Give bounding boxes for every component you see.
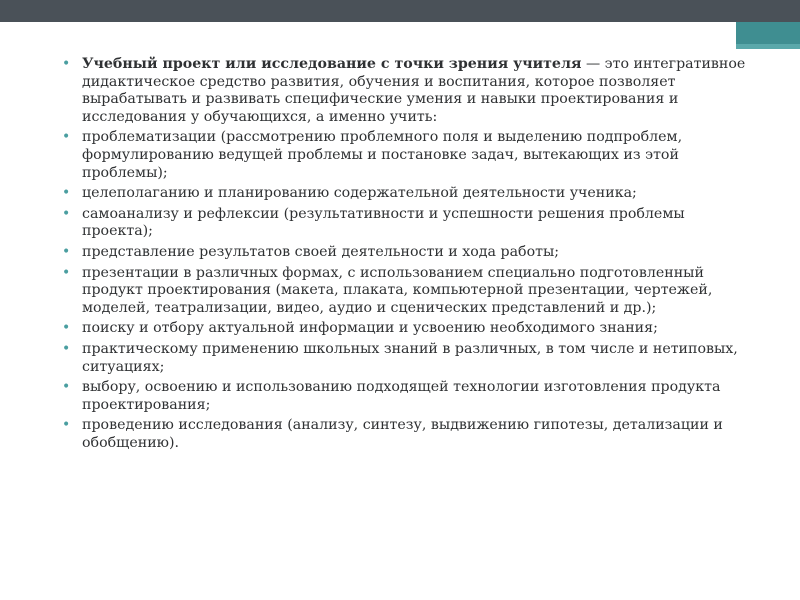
- intro-bold: Учебный проект или исследование с точки зрения учителя: [82, 56, 582, 72]
- list-item: [62, 379, 752, 414]
- bullet-icon: •: [62, 205, 71, 222]
- list-item: [62, 206, 752, 241]
- bullet-icon: •: [62, 417, 71, 434]
- intro-text: — это интегративное дидактическое средство развития, обучения и воспитания, которое позволяет вырабатывать и развивать специфические умения и навыки проектирования и исследования у обучающихся, а именно учить:: [82, 56, 746, 125]
- intro-item: [62, 56, 752, 126]
- list-item: [62, 185, 752, 203]
- list-item-text: презентации в различных формах, с использованием специально подготовленный продукт проектирования (макета, плаката, компьютерной презентации, чертежей, моделей, театрализации, видео, аудио и сценических представлений и др.);: [82, 264, 713, 316]
- list-item-text: целеполаганию и планированию содержательной деятельности ученика;: [82, 185, 637, 202]
- top-bar: [0, 0, 800, 22]
- list-item: [62, 341, 752, 376]
- bullet-icon: •: [62, 264, 71, 281]
- bullet-list: [62, 56, 752, 452]
- list-item: [62, 417, 752, 452]
- list-item-text: поиску и отбору актуальной информации и усвоению необходимого знания;: [82, 320, 658, 337]
- bullet-icon: •: [62, 340, 71, 357]
- bullet-icon: •: [62, 129, 71, 146]
- list-item-text: представление результатов своей деятельности и хода работы;: [82, 243, 560, 260]
- bullet-icon: •: [62, 379, 71, 396]
- bullet-icon: •: [62, 243, 71, 260]
- bullet-icon: •: [62, 185, 71, 202]
- list-item-text: проблематизации (рассмотрению проблемного поля и выделению подпроблем, формулированию ведущей проблемы и постановке задач, вытекающих из этой проблемы);: [82, 129, 683, 181]
- bullet-icon: •: [62, 56, 71, 72]
- list-item-text: самоанализу и рефлексии (результативности и успешности решения проблемы проекта);: [82, 205, 685, 240]
- list-item-text: практическому применению школьных знаний в различных, в том числе и нетиповых, ситуациях;: [82, 340, 738, 375]
- list-item-text: выбору, освоению и использованию подходящей технологии изготовления продукта проектирования;: [82, 379, 721, 413]
- list-item: [62, 129, 752, 182]
- list-item-text: проведению исследования (анализу, синтезу, выдвижению гипотезы, детализации и обобщению).: [82, 417, 723, 451]
- accent-stripe: [736, 44, 800, 49]
- bullet-icon: •: [62, 320, 71, 337]
- list-item: [62, 320, 752, 338]
- list-item: [62, 244, 752, 262]
- list-item: [62, 265, 752, 318]
- slide-content: [62, 56, 752, 455]
- accent-bar: [736, 22, 800, 44]
